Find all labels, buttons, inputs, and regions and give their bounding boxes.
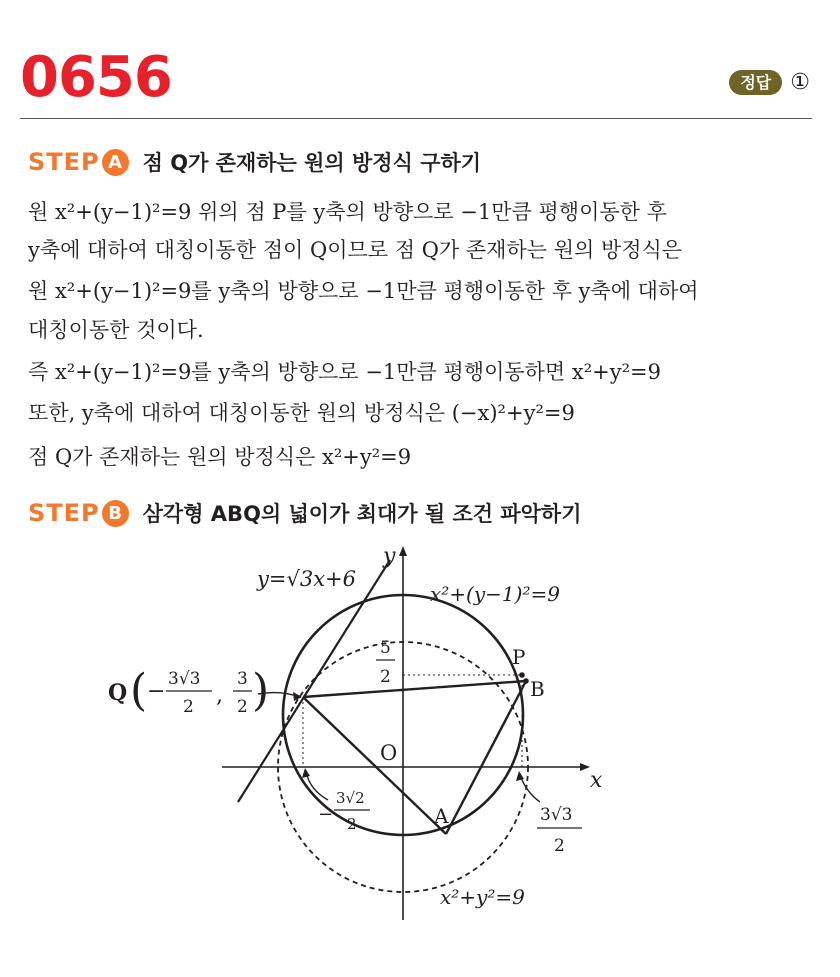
problem-number: 0656 (20, 45, 172, 110)
tick-y-numerator: 5 (380, 638, 391, 658)
point-A-label: A (434, 804, 449, 828)
negx-pointer-head (302, 768, 310, 778)
Q-x-numerator: 3√3 (168, 669, 201, 689)
origin-label: O (380, 741, 398, 765)
step-a-line-5: 즉 x²+(y−1)²=9를 y축의 방향으로 −1만큼 평행이동하면 x²+y²=9 (28, 360, 661, 384)
Q-y-numerator: 3 (237, 669, 248, 689)
tick-negx-numerator: 3√2 (336, 789, 365, 807)
step-a-label: STEP (28, 148, 100, 176)
point-B-label: B (530, 677, 545, 701)
Q-y-denominator: 2 (237, 697, 248, 717)
step-a-line-3: 원 x²+(y−1)²=9를 y축의 방향으로 −1만큼 평행이동한 후 y축에 대하여 (28, 279, 699, 303)
step-b-title: 삼각형 ABQ의 넓이가 최대가 될 조건 파악하기 (142, 502, 582, 526)
step-a-line-4: 대칭이동한 것이다. (28, 318, 204, 342)
step-a-line-6: 또한, y축에 대하여 대칭이동한 원의 방정식은 (−x)²+y²=9 (28, 401, 575, 425)
Q-paren-open: ( (130, 665, 148, 716)
Q-minus-sign: − (147, 679, 166, 704)
x-axis-arrow (580, 763, 590, 771)
y-axis-arrow (399, 546, 407, 556)
tick-x-denominator: 2 (554, 836, 565, 856)
segment-QB (303, 681, 526, 697)
tick-negx-minus: − (318, 804, 334, 825)
circle-figure (0, 530, 840, 977)
point-P-dot (519, 672, 525, 678)
answer-value: ① (790, 69, 810, 95)
negx-pointer (306, 772, 328, 800)
answer-box (729, 70, 810, 95)
x-pointer-head (516, 771, 524, 781)
axis-y-label: y (383, 544, 396, 569)
step-b-letter: B (102, 500, 129, 527)
line-equation-label: y=√3x+6 (257, 567, 357, 591)
circle1-equation-label: x²+(y−1)²=9 (430, 582, 560, 606)
step-b-heading (28, 497, 581, 529)
Q-comma: , (216, 683, 223, 708)
circle2-equation-label: x²+y²=9 (440, 885, 525, 909)
header-divider (20, 118, 812, 119)
Q-paren-close: ) (252, 665, 270, 716)
step-a-line-2: y축에 대하여 대칭이동한 점이 Q이므로 점 Q가 존재하는 원의 방정식은 (28, 238, 683, 262)
tick-negx-denominator: 2 (347, 815, 357, 833)
point-Q-label: Q (108, 680, 128, 706)
step-a-title: 점 Q가 존재하는 원의 방정식 구하기 (142, 151, 482, 175)
axis-x-label: x (590, 768, 603, 793)
tick-y-denominator: 2 (380, 667, 391, 687)
step-a-letter: A (102, 149, 129, 176)
step-a-line-7: 점 Q가 존재하는 원의 방정식은 x²+y²=9 (28, 445, 412, 469)
point-B-dot (523, 678, 529, 684)
step-a-line-1: 원 x²+(y−1)²=9 위의 점 P를 y축의 방향으로 −1만큼 평행이동한 후 (28, 200, 667, 224)
step-b-label: STEP (28, 499, 100, 527)
Q-x-denominator: 2 (183, 697, 194, 717)
answer-badge: 정답 (729, 70, 782, 95)
step-a-heading (28, 146, 481, 178)
point-P-label: P (512, 645, 526, 669)
tick-x-numerator: 3√3 (540, 805, 573, 825)
